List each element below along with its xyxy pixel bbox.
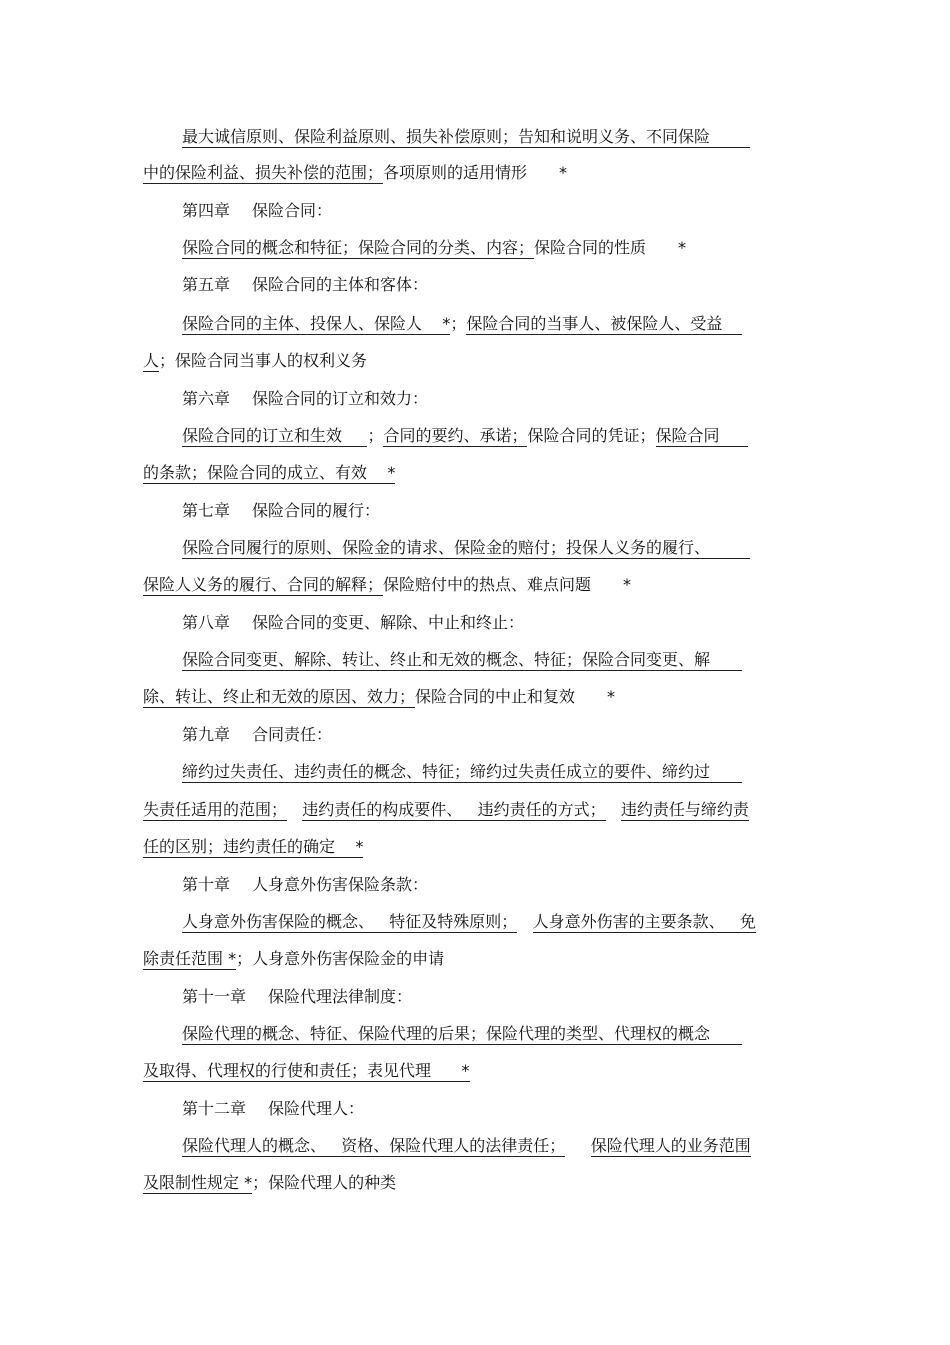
ch9-determination: 任的区别；违约责任的确定 * <box>143 837 364 856</box>
chapter-number: 第十二章 <box>182 1099 247 1118</box>
key-point-star: * <box>461 1061 470 1080</box>
chapter-number: 第七章 <box>182 501 231 520</box>
ch8-line-2 <box>143 686 615 708</box>
key-point-star: * <box>228 949 237 968</box>
ch7-heading <box>182 500 380 522</box>
ch5-beneficiary: 人 <box>143 351 160 370</box>
underline-fill <box>710 129 750 148</box>
ch5-rights: ；保险合同当事人的权利义务 <box>159 351 368 370</box>
chapter-title: 保险合同的主体和客体： <box>252 275 429 294</box>
key-point-star: * <box>678 238 687 257</box>
ch12-line-2 <box>143 1172 396 1194</box>
ch3-application: 各项原则的适用情形 <box>383 163 528 182</box>
ch11-line-2 <box>143 1060 470 1082</box>
ch8-suspension: 保险合同的中止和复效 <box>415 687 576 706</box>
ch11-heading <box>182 986 412 1008</box>
ch6-formation: 保险合同的订立和生效 <box>182 426 367 447</box>
ch9-concepts: 缔约过失责任、违约责任的概念、特征； <box>182 762 471 781</box>
chapter-title: 合同责任： <box>252 725 333 744</box>
ch7-insurer-duty: 保险人义务的履行、合同的解释； <box>143 575 384 594</box>
ch11-acquisition: 及取得、代理权的行使和责任； <box>143 1061 368 1080</box>
chapter-title: 保险合同的变更、解除、中止和终止： <box>252 613 525 632</box>
ch9-line-1 <box>182 761 742 783</box>
chapter-title: 保险代理法律制度： <box>268 987 413 1006</box>
underline-fill <box>720 428 748 447</box>
ch7-line-1 <box>182 537 750 559</box>
ch9-line-2 <box>143 799 749 821</box>
ch8-line-1 <box>182 649 742 671</box>
key-point-star: * <box>607 687 616 706</box>
ch4-nature: 保险合同的性质 <box>534 238 647 257</box>
ch6-line-1: 保险合同的订立和生效 ；合同的要约、承诺；保险合同的凭证；保险合同 <box>182 425 748 447</box>
ch12-types: ；保险代理人的种类 <box>252 1173 397 1192</box>
chapter-number: 第十一章 <box>182 987 247 1006</box>
ch9-scope: 失责任适用的范围； <box>143 800 288 819</box>
ch12-concept: 保险代理人的概念、 资格、保险代理人的法律责任； <box>182 1136 566 1155</box>
chapter-number: 第六章 <box>182 389 231 408</box>
chapter-number: 第四章 <box>182 201 231 220</box>
ch8-changes: 保险合同变更、解 <box>582 650 711 669</box>
ch5-line-2 <box>143 350 367 372</box>
ch11-line-1 <box>182 1023 742 1045</box>
ch7-line-2 <box>143 574 631 596</box>
ch3-duties: 告知和说明义务、不同保险 <box>518 127 711 146</box>
ch5-parties: 保险合同的当事人、被保险人、受益 <box>466 314 723 333</box>
ch10-clauses: 人身意外伤害的主要条款、 免 <box>532 912 756 931</box>
underline-fill <box>710 1026 742 1045</box>
ch7-policyholder-duty: 投保人义务的履行、 <box>566 538 711 557</box>
ch3-scope: 中的保险利益、损失补偿的范围； <box>143 163 384 182</box>
underline-fill <box>722 316 742 335</box>
ch9-elements: 缔约过失责任成立的要件、缔约过 <box>470 762 711 781</box>
chapter-title: 保险代理人： <box>268 1099 365 1118</box>
ch10-heading <box>182 874 428 896</box>
ch7-principles: 保险合同履行的原则、保险金的请求、保险金的赔付； <box>182 538 567 557</box>
key-point-star: * <box>442 314 451 333</box>
chapter-title: 保险合同的履行： <box>252 501 381 520</box>
key-point-star: * <box>355 837 364 856</box>
ch12-heading <box>182 1098 364 1120</box>
ch10-exclusions: 除责任范围 * <box>143 949 237 968</box>
ch4-heading <box>182 200 332 222</box>
underline-fill <box>710 540 750 559</box>
ch10-concept: 人身意外伤害保险的概念、 特征及特殊原则； <box>182 912 518 931</box>
ch9-difference: 违约责任与缔约责 <box>620 800 749 819</box>
ch12-scope: 保险代理人的业务范围 <box>590 1136 751 1155</box>
key-point-star: * <box>387 463 396 482</box>
ch8-concepts: 保险合同变更、解除、转让、终止和无效的概念、特征； <box>182 650 583 669</box>
ch12-line-1 <box>182 1135 751 1157</box>
ch6-voucher: 保险合同的凭证； <box>527 426 656 445</box>
chapter-title: 保险合同： <box>252 201 333 220</box>
ch4-line-1 <box>182 237 686 259</box>
ch10-line-1 <box>182 911 756 933</box>
ch6-line-2 <box>143 462 395 484</box>
ch9-line-3 <box>143 836 363 858</box>
ch10-claim: ；人身意外伤害保险金的申请 <box>236 949 445 968</box>
ch5-line-1: 保险合同的主体、投保人、保险人 *；保险合同的当事人、被保险人、受益 <box>182 313 742 335</box>
ch9-heading <box>182 724 332 746</box>
ch6-clauses: 保险合同 <box>655 426 720 445</box>
ch10-line-2 <box>143 948 444 970</box>
ch3-principles: 最大诚信原则、保险利益原则、损失补偿原则； <box>182 127 519 146</box>
ch6-heading <box>182 388 428 410</box>
ch9-breach-elements: 违约责任的构成要件、 违约责任的方式； <box>302 800 606 819</box>
ch6-clauses-cont: 的条款； <box>143 463 208 482</box>
ch6-validity: 保险合同的成立、有效 * <box>207 463 396 482</box>
chapter-number: 第十章 <box>182 875 231 894</box>
underline-fill <box>710 652 742 671</box>
ch8-causes: 除、转让、终止和无效的原因、效力； <box>143 687 416 706</box>
ch7-hotspots: 保险赔付中的热点、难点问题 <box>383 575 592 594</box>
ch12-restrictions: 及限制性规定 * <box>143 1173 253 1192</box>
chapter-title: 保险合同的订立和效力： <box>252 389 429 408</box>
key-point-star: * <box>623 575 632 594</box>
ch3-line-2 <box>143 162 567 184</box>
ch11-apparent-agency: 表见代理 * <box>367 1061 470 1080</box>
chapter-number: 第五章 <box>182 275 231 294</box>
underline-fill <box>710 764 742 783</box>
ch5-heading <box>182 274 428 296</box>
ch6-offer: 合同的要约、承诺； <box>383 426 528 445</box>
chapter-title: 人身意外伤害保险条款： <box>252 875 429 894</box>
ch8-heading <box>182 612 524 634</box>
ch3-line-1 <box>182 126 750 148</box>
chapter-number: 第八章 <box>182 613 231 632</box>
key-point-star: * <box>244 1173 253 1192</box>
ch11-concept: 保险代理的概念、特征、保险代理的后果； <box>182 1024 487 1043</box>
ch11-types: 保险代理的类型、代理权的概念 <box>486 1024 711 1043</box>
ch4-concept: 保险合同的概念和特征； <box>182 238 359 257</box>
chapter-number: 第九章 <box>182 725 231 744</box>
key-point-star: * <box>559 163 568 182</box>
ch5-subject: 保险合同的主体、投保人、保险人 * <box>182 314 451 333</box>
ch4-classification: 保险合同的分类、内容； <box>358 238 535 257</box>
